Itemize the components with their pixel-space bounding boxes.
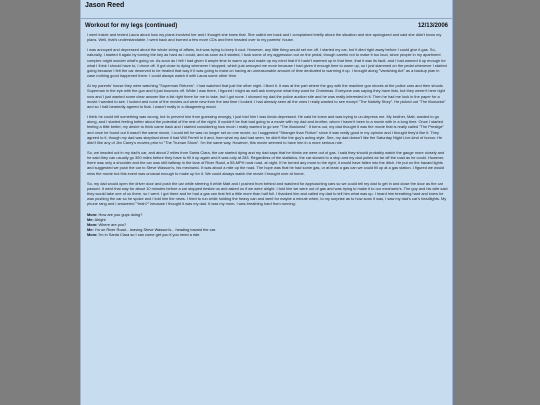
dialogue-speaker: Me:: [87, 226, 94, 232]
blog-page: [80, 0, 453, 405]
dialogue: [87, 212, 448, 237]
post-paragraph: So, we headed out in my dad's car, and about 2 miles from Santa Clara, the car started dying and my dad says that he thinks we were out of gas. I said they should probably watch the gauge more closely and he said they can usually go 300 miles before they have to fill it up again and it was only at 283. Regardless of the statistics, the car slowed to a stop and my dad pulled as far off the road as he could. However, there was only a shoulder and the car was still halfway in the lane of River Road, a 55-MPH rural road, at night. If he turned any more to the right, it would have fallen into the ditch. He put on the hazard lights and suggested we push the car to Steve Wasson's, his mechanic. It was about a mile up the road. The hope was that he had some gas, or at least a gas can we could fill up at a gas station. I figured we would miss the movie but this event was unusual enough to make up for it. We could always watch the movie I brought over at home.: [87, 149, 445, 176]
blog-author-title: Jason Reed: [81, 0, 452, 19]
dialogue-text: I'm on River Road... leaving Steve Wasson's... heading toward the car.: [94, 226, 216, 232]
dialogue-text: How are you guys doing?: [98, 211, 143, 217]
post-paragraph: At my parents' house they were watching "Superman Returns". I had watched that just the other night. I liked it. It was at the part where the guy with the machine gun shoots at the police cars and then shoots Superman in the eye with the gun and it just bounces off. While I was there, I figured I might as well ask everyone what they want for Christmas. Everyone was saying they have lists, but they weren't here right now and I just wanted some clear answer like a list right there for me to take, but I got none. I showed my dad the police auction site and he was really interested in it. Then he had me look in the paper for a movie I wanted to see. I looked and none of the movies out were new from the last time I looked. I had already seen all the ones I really wanted to see except "The Nativity Story". He picked out "The Illusionist" and so I half-heartedly agreed to that. I wasn't really in a disagreeing mood.: [87, 83, 446, 109]
dialogue-text: Alright: [94, 216, 106, 222]
dialogue-speaker: Mom:: [87, 221, 98, 227]
post-body: [81, 29, 452, 237]
dialogue-speaker: Mom:: [87, 231, 98, 237]
post-title: Workout for my legs (continued): [85, 23, 178, 29]
dialogue-line: [87, 232, 448, 237]
dialogue-text: I'm in Santa Clara so I can come get you if you need a ride.: [98, 231, 201, 237]
post-paragraph: So, my dad would open the driver door and push the car while steering it while Matt and I pushed from behind and watched for approaching cars so we could tell my dad to get in and close the door as the car passed. It went that way for about 10 minutes before a car stopped beside us and asked us if we were alright. I told him we were out of gas and was trying to make it to our mechanic's. The guy and his wife said they would take one of us there, so I went. I got there and he had a gas can that fell a little more than half full. I thanked him and called my dad to tell him what was up. I heard him breathing hard and knew he was pushing the car so he spoke and I told him the news. I tried to run while holding the heavy can and went for maybe a minute when, to my surprise as to how soon it was, I saw my dad's car's headlights. My phone rang and I answered "Yeah?" because I thought it was my dad. It was my mom. I was breathing hard from running:: [87, 180, 448, 207]
post-header: [81, 19, 452, 29]
dialogue-speaker: Mom:: [87, 211, 98, 217]
post-date: 12/13/2006: [417, 23, 448, 29]
post-paragraph: I think he could tell something was wrong, but to prevent him from guessing wrongly, I just told him I was kinda depressed. He said he knew and was trying to un-depress me. My brother, Matt, wanted to go along, and I started feeling better about the potential of the rest of the night. It couldn't be that bad going to a movie with my dad and brother, whom I haven't been to a movie with in a long time. Once I started feeling a little better, my desire to think came back and I started considering how much I really wanted to go see "The Illusionist". It turns out, my dad thought it was the movie that is really called "The Prestige" and once he found out it wasn't the same movie, I could tell he was no longer set on one movie, so I suggested "Stranger than Fiction" since it was really good in my opinion and I thought they'd like it. They agreed to it, though my dad was skeptical since it had Will Ferrell in it and, from what my dad had seen, he didn't like the guy's acting style. See, my dad doesn't like the Saturday Night Live-kind of humor. He didn't like any of Jim Carey's movies prior to "The Truman Show". I'm the same way. However, this movie seemed to have him in a more serious role.: [87, 114, 444, 145]
dialogue-text: Where are you?: [98, 221, 127, 227]
post-paragraph: I went inside and texted Laura about how my plans involved her and I thought she knew that. She called me back and I complained briefly about the situation and she apologized and said she didn't know my plans. Well, that's understandable. I went back and burned a few more CDs and then headed over to my parents' house.: [87, 32, 442, 43]
post-paragraph: I was annoyed and depressed about the whole string of affairs, but was trying to keep it cool. However, any little thing would set me off. I started my car, but it died right away before I could give it gas. So, naturally, I started it again by turning the key as hard as I could, and as soon as it started, I took some of my aggression out on the pedal, though careful not to make it too loud, since people in my apartment complex might wonder what's going on. As soon as I felt I had given it ample time to warm up and made up my mind that if it hadn't warmed up in that time, that it was its fault, and I had warned it up enough for what I think I should have to, I drove off. It got close to dying whenever I stopped, which just annoyed me more because I had given it enough time to warm up, so I just slammed on the pedal whenever I started going because I felt the car deserved to be treated that way if it was going to insist on having an unreasonable amount of time dedicated to warming it up. I brought along "Vanishing Act" as a backup plan in case nothing good happened there. I could always watch it with Laura some other time.: [87, 47, 447, 79]
dialogue-speaker: Me:: [87, 216, 94, 222]
